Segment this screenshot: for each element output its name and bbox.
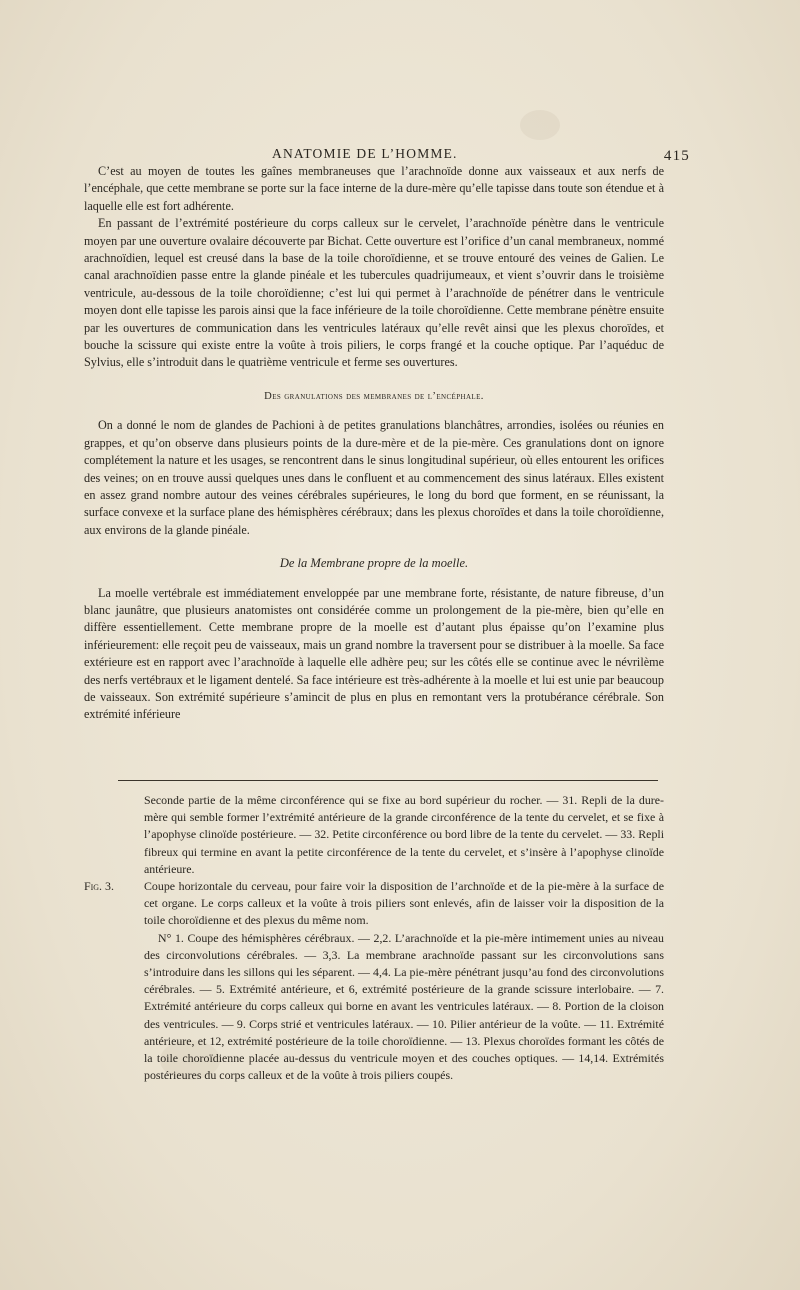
footnote-rule [118, 780, 658, 781]
paragraph: En passant de l’extrémité postérieure du corps calleux sur le cervelet, l’arachnoïde pénètre dans le ventricule moyen par une ouverture ovalaire découverte par Bichat. Cette ouverture est l’orifice d’un canal membraneux, nommé arachnoïdien, lequel est creusé dans la base de la toile choroïdienne, et se trouve entouré des veines de Galien. Le canal arachnoïdien passe entre la glande pinéale et les tubercules quadrijumeaux, et vient s’ouvrir dans le troisième ventricule, au-dessous de la toile choroïdienne; c’est lui qui permet à l’arachnoïde de pénétrer dans le ventricule moyen dont elle tapisse les parois ainsi que la face inférieure de la toile choroïdienne. Cette membrane pénètre ensuite par les ouvertures de communication dans les ventricules latéraux qu’elle revêt ainsi que les plexus choroïdes, et bouche la scissure qui existe entre la voûte à trois piliers, le corps frangé et la couche optique. Par l’aquéduc de Sylvius, elle s’introduit dans le quatrième ventricule et ferme ses ouvertures. [84, 216, 664, 370]
paragraph: C’est au moyen de toutes les gaînes membraneuses que l’arachnoïde donne aux vaisseaux et aux nerfs de l’encéphale, que cette membrane se porte sur la face interne de la dure-mère qu’elle tapisse dans toute son étendue et à laquelle elle est fort adhérente. [84, 164, 664, 213]
section-heading: Des granulations des membranes de l’encéphale. [264, 390, 484, 402]
paragraph: On a donné le nom de glandes de Pachioni à de petites granulations blanchâtres, arrondies, isolées ou réunies en grappes, et qu’on observe dans plusieurs points de la dure-mère et de la pie-mère. Ces granulations dont on ignore complétement la nature et les usages, se rencontrent dans le sinus longitudinal supérieur, où elles entourent les orifices des veines; on en trouve aussi quelques unes dans le confluent et au commencement des sinus latéraux. Elles existent en assez grand nombre autour des veines cérébrales supérieures, le long du bord que forment, en se réunissant, la surface convexe et la surface plane des hémisphères cérébraux; dans les plexus choroïdes et dans la toile choroïdienne, aux environs de la glande pinéale. [84, 418, 664, 537]
paragraph: La moelle vertébrale est immédiatement enveloppée par une membrane forte, résistante, de nature fibreuse, d’un blanc jaunâtre, que plusieurs anatomistes ont considérée comme un prolongement de la pie-mère, bien qu’elle en diffère essentiellement. Cette membrane propre de la moelle est d’autant plus épaisse qu’on l’examine plus inférieurement: elle reçoit peu de vaisseaux, mais un grand nombre la traversent pour se distribuer à la moelle. Sa face extérieure est en rapport avec l’arachnoïde à laquelle elle adhère peu; sur les côtés elle se continue avec le névrilème des nerfs vertébraux et le ligament dentelé. Sa face intérieure est très-adhérente à la moelle et lui est unie par beaucoup de vaisseaux. Son extrémité supérieure s’amincit de plus en plus en remontant vers la protubérance cérébrale. Son extrémité inférieure [84, 585, 664, 722]
figure-caption [84, 878, 664, 930]
page-number: 415 [663, 148, 690, 164]
paper-stain [520, 110, 560, 140]
figure-legend-items: N° 1. Coupe des hémisphères cérébraux. — 2,2. L’arachnoïde et la pie-mère intimement unies au niveau des circonvolutions cérébrales. — 3,3. La membrane arachnoïde passant sur les circonvolutions sans s’introduire dans les sillons qui les séparent. — 4,4. La pie-mère pénétrant jusqu’au fond des circonvolutions cérébrales. — 5. Extrémité antérieure, et 6, extrémité postérieure de la grande scissure interlobaire. — 7. Extrémité antérieure du corps calleux qui borne en avant les ventricules latéraux. — 8. Portion de la cloison des ventricules. — 9. Corps strié et ventricules latéraux. — 10. Pilier antérieur de la voûte. — 11. Extrémité antérieure, et 12, extrémité postérieure de la toile choroïdienne. — 13. Plexus choroïdes formant les côtés de la toile choroïdienne placée au-dessus du ventricule moyen et des couches optiques. — 14,14. Extrémités postérieures du corps calleux et de la voûte à trois piliers coupés. [144, 930, 664, 1083]
figure-notes [84, 792, 664, 1084]
note-continuation: Seconde partie de la même circonférence qui se fixe au bord supérieur du rocher. — 31. Repli de la dure-mère qui semble former l’extrémité antérieure de la grande circonférence de la tente du cervelet, et se fixe à l’apophyse clinoïde postérieure. — 32. Petite circonférence ou bord libre de la tente du cervelet. — 33. Repli fibreux qui termine en avant la petite circonférence de la tente du cervelet, et s’insère à l’apophyse clinoïde antérieure. [144, 793, 664, 876]
page-title: ANATOMIE DE L’HOMME. [272, 146, 458, 161]
section-heading: De la Membrane propre de la moelle. [279, 556, 469, 571]
main-text [84, 163, 664, 724]
figure-caption-text: Coupe horizontale du cerveau, pour faire voir la disposition de l’archnoïde et de la pie-mère à la surface de cet organe. Le corps calleux et la voûte à trois piliers sont enlevés, afin de laisser voir la disposition de la toile choroïdienne et des plexus du même nom. [144, 879, 664, 928]
figure-label: Fig. 3. [84, 879, 114, 894]
